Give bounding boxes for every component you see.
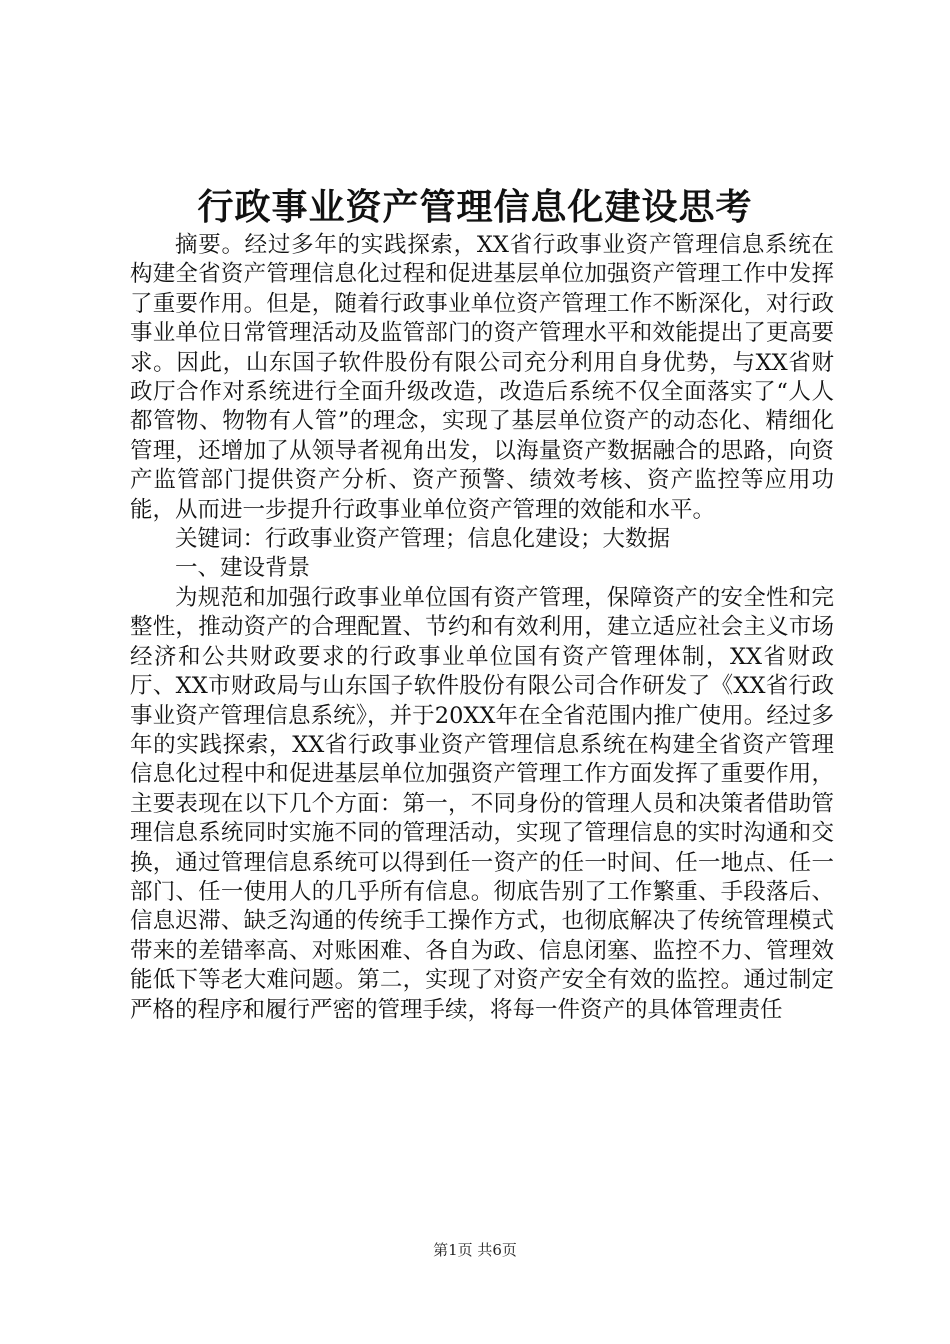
document-body — [130, 231, 834, 1025]
keywords-paragraph: 关键词：行政事业资产管理；信息化建设；大数据 — [175, 526, 671, 553]
page-footer: 第1页 共6页 — [433, 1241, 517, 1259]
section-heading: 一、建设背景 — [175, 555, 311, 582]
abstract-paragraph: 摘要。经过多年的实践探索，XX省行政事业资产管理信息系统在构建全省资产管理信息化过程和促进基层单位加强资产管理工作中发挥了重要作用。但是，随着行政事业单位资产管理工作不断深化，对行政事业单位日常管理活动及监管部门的资产管理水平和效能提出了更高要求。因此，山东国子软件股份有限公司充分利用自身优势，与XX省财政厅合作对系统进行全面升级改造，改造后系统不仅全面落实了“人人都管物、物物有人管”的理念，实现了基层单位资产的动态化、精细化管理，还增加了从领导者视角出发，以海量资产数据融合的思路，向资产监管部门提供资产分析、资产预警、绩效考核、资产监控等应用功能，从而进一步提升行政事业单位资产管理的效能和水平。 — [130, 232, 834, 523]
document-title: 行政事业资产管理信息化建设思考 — [197, 186, 753, 228]
body-paragraph: 为规范和加强行政事业单位国有资产管理，保障资产的安全性和完整性，推动资产的合理配置、节约和有效利用，建立适应社会主义市场经济和公共财政要求的行政事业单位国有资产管理体制，XX省财政厅、XX市财政局与山东国子软件股份有限公司合作研发了《XX省行政事业资产管理信息系统》，并于20XX年在全省范围内推广使用。经过多年的实践探索，XX省行政事业资产管理信息系统在构建全省资产管理信息化过程中和促进基层单位加强资产管理工作方面发挥了重要作用，主要表现在以下几个方面：第一，不同身份的管理人员和决策者借助管理信息系统同时实施不同的管理活动，实现了管理信息的实时沟通和交换，通过管理信息系统可以得到任一资产的任一时间、任一地点、任一部门、任一使用人的几乎所有信息。彻底告别了工作繁重、手段落后、信息迟滞、缺乏沟通的传统手工操作方式，也彻底解决了传统管理模式带来的差错率高、对账困难、各自为政、信息闭塞、监控不力、管理效能低下等老大难问题。第二，实现了对资产安全有效的监控。通过制定严格的程序和履行严密的管理手续，将每一件资产的具体管理责任 — [130, 584, 834, 1023]
